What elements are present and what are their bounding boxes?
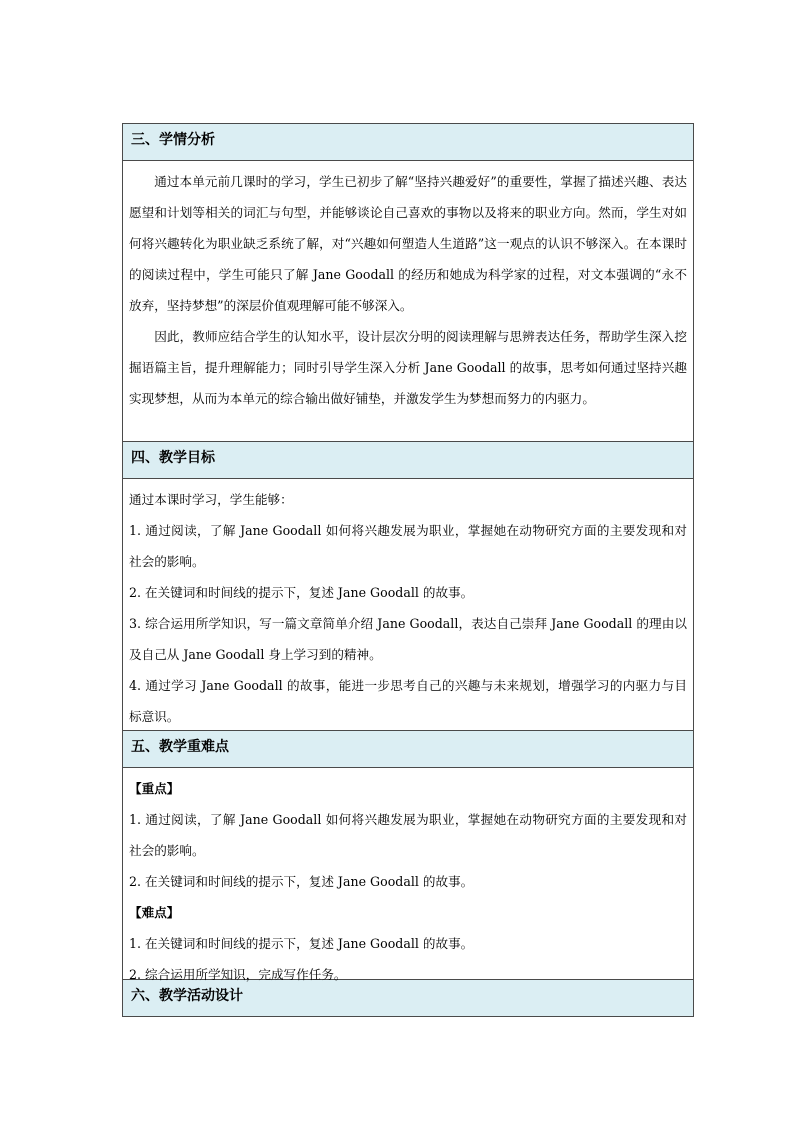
section-body-objectives <box>123 479 693 731</box>
section-heading-objectives: 四、教学目标 <box>123 442 693 479</box>
lesson-plan-table <box>122 123 694 1017</box>
section-heading-activities: 六、教学活动设计 <box>123 980 693 1016</box>
paragraph: 通过本单元前几课时的学习，学生已初步了解“坚持兴趣爱好”的重要性，掌握了描述兴趣、表达愿望和计划等相关的词汇与句型，并能够谈论自己喜欢的事物以及将来的职业方向。然而，学生对如何将兴趣转化为职业缺乏系统了解，对“兴趣如何塑造人生道路”这一观点的认识不够深入。在本课时的阅读过程中，学生可能只了解 Jane Goodall 的经历和她成为科学家的过程，对文本强调的“永不放弃，坚持梦想”的深层价值观理解可能不够深入。 <box>129 174 687 313</box>
objective-item: 2. 在关键词和时间线的提示下，复述 Jane Goodall 的故事。 <box>129 585 474 600</box>
objective-item: 4. 通过学习 Jane Goodall 的故事，能进一步思考自己的兴趣与未来规划，增强学习的内驱力与目标意识。 <box>129 678 687 724</box>
objective-item: 3. 综合运用所学知识，写一篇文章简单介绍 Jane Goodall，表达自己崇拜 Jane Goodall 的理由以及自己从 Jane Goodall 身上学习到的精神。 <box>129 616 687 662</box>
difficulty-item: 1. 在关键词和时间线的提示下，复述 Jane Goodall 的故事。 <box>129 936 474 951</box>
objectives-intro: 通过本课时学习，学生能够： <box>129 492 293 507</box>
section-heading-key-points: 五、教学重难点 <box>123 731 693 768</box>
objective-item: 1. 通过阅读，了解 Jane Goodall 如何将兴趣发展为职业，掌握她在动物研究方面的主要发现和对社会的影响。 <box>129 523 687 569</box>
difficulty-item: 2. 综合运用所学知识，完成写作任务。 <box>129 967 347 982</box>
section-body-key-points <box>123 768 693 980</box>
section-body-learner-analysis <box>123 161 693 442</box>
difficulty-label: 【难点】 <box>129 905 180 920</box>
focus-label: 【重点】 <box>129 781 180 796</box>
focus-item: 1. 通过阅读，了解 Jane Goodall 如何将兴趣发展为职业，掌握她在动物研究方面的主要发现和对社会的影响。 <box>129 812 687 858</box>
focus-item: 2. 在关键词和时间线的提示下，复述 Jane Goodall 的故事。 <box>129 874 474 889</box>
paragraph: 因此，教师应结合学生的认知水平，设计层次分明的阅读理解与思辨表达任务，帮助学生深入挖掘语篇主旨，提升理解能力；同时引导学生深入分析 Jane Goodall 的故事，思考如何通过坚持兴趣实现梦想，从而为本单元的综合输出做好铺垫，并激发学生为梦想而努力的内驱力。 <box>129 329 687 406</box>
section-heading-learner-analysis: 三、学情分析 <box>123 124 693 161</box>
